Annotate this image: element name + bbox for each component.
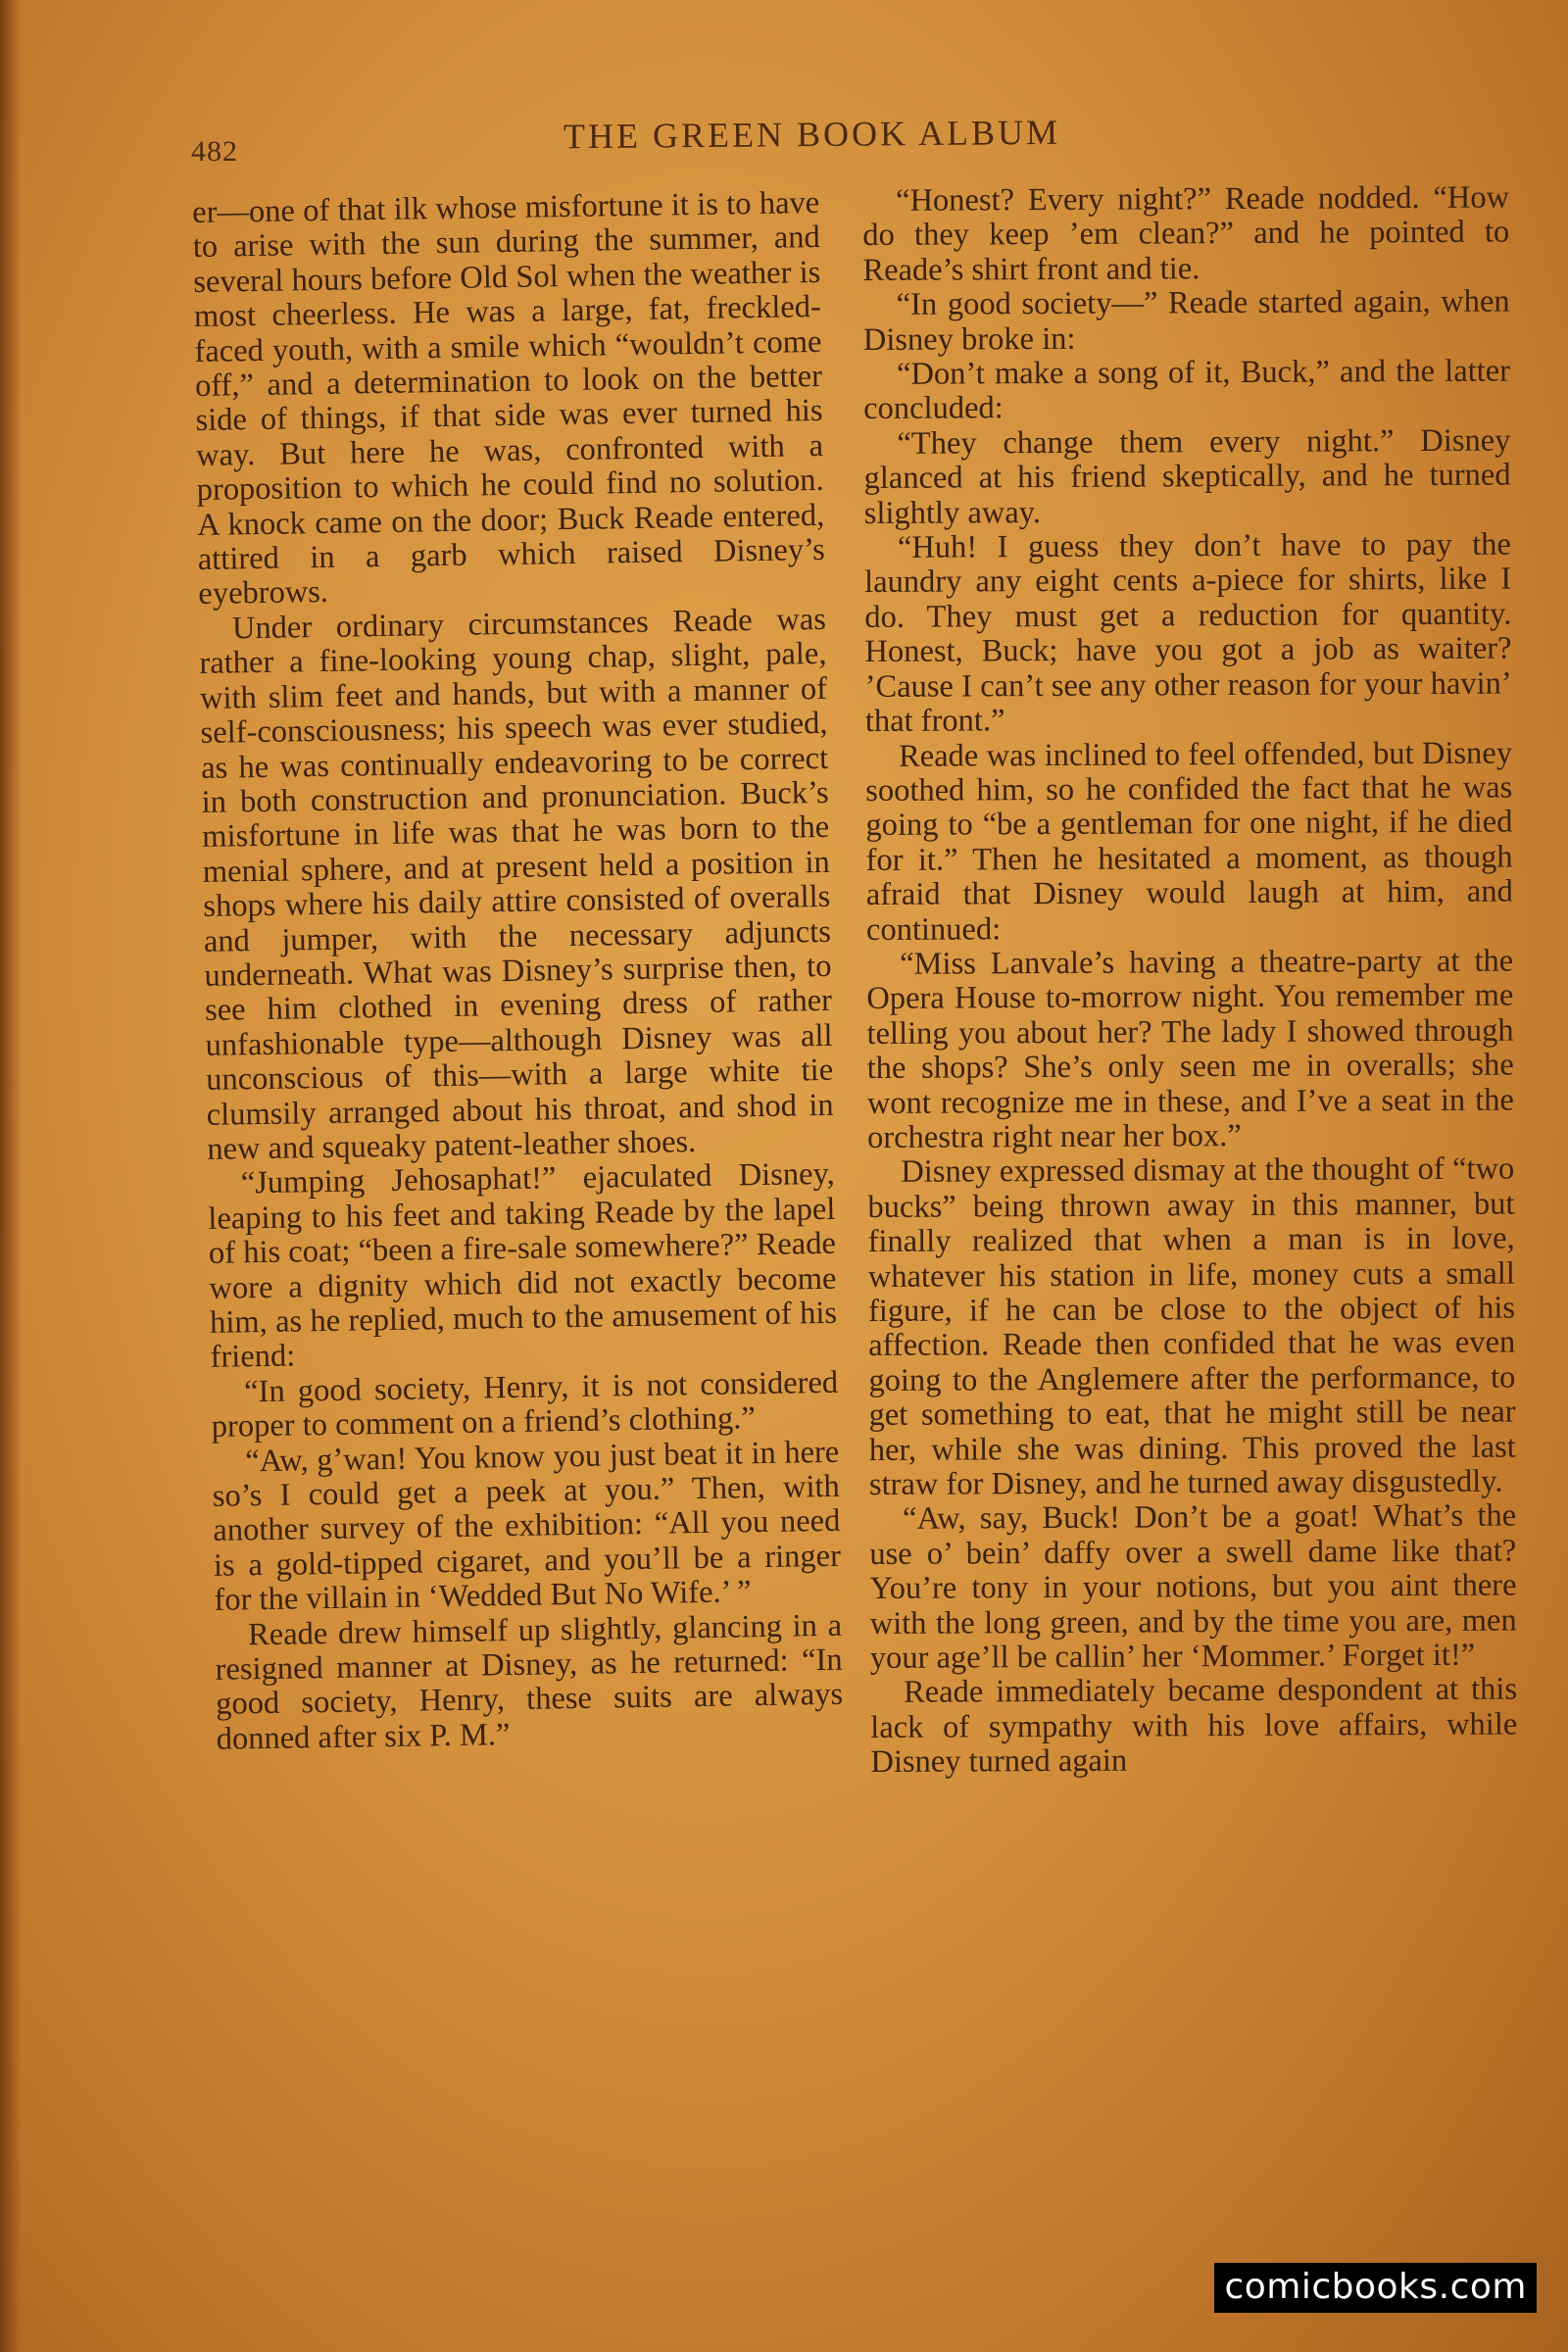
text-column-left	[192, 186, 844, 1757]
paragraph: “Miss Lanvale’s having a theatre-party at the Opera House to-morrow night. You remember me telling you about her? The lady I showed through the shops? She’s only seen me in overalls; she wont recognize me in these, and I’ve a seat in the orchestra right near her box.”	[866, 943, 1514, 1155]
paragraph: “Huh! I guess they don’t have to pay the laundry any eight cents a-piece for shirts, like I do. They must get a reduction for quantity. Honest, Buck; have you got a job as waiter? ’Cause I can’t see any other reason for your havin’ that front.”	[864, 526, 1512, 740]
paragraph: Disney expressed dismay at the thought of “two bucks” being thrown away in this manner, but finally realized that when a man is in love, whatever his station in life, money cuts a small figure, if he can be close to the object of his affection. Reade then confided that he was even going to the Anglemere after the performance, to get something to eat, that he might still be near her, while she was dining. This proved the last straw for Disney, and he turned away disgustedly.	[867, 1151, 1516, 1503]
page-header	[191, 110, 1514, 169]
page-number: 482	[191, 135, 238, 168]
paragraph: Under ordinary circumstances Reade was rather a fine-looking young chap, slight, pale, with slim feet and hands, but with a manner of self-consciousness; his speech was ever studied, as he was continually endeavoring to be correct in both construction and pronunciation. Buck’s misfortune in life was that he was born to the menial sphere, and at present held a position in shops where his daily attire consisted of overalls and jumper, with the necessary adjuncts underneath. What was Disney’s surprise then, to see him clothed in evening dress of rather unfashionable type—although Disney was all unconscious of this—with a large white tie clumsily arranged about his throat, and shod in new and squeaky patent-leather shoes.	[199, 601, 834, 1167]
paragraph: “Aw, g’wan! You know you just beat it in here so’s I could get a peek at you.” Then, with another survey of the exhibition: “All you need is a gold-tipped cigaret, and you’ll be a ringer for the villain in ‘Wedded But No Wife.’ ”	[212, 1434, 842, 1619]
site-watermark: comicbooks.com	[1214, 2263, 1537, 2313]
paragraph: Reade was inclined to feel offended, but Disney soothed him, so he confided the fact that he was going to “be a gentleman for one night, if he died for it.” Then he hesitated a moment, as though afraid that Disney would laugh at him, and continued:	[865, 735, 1513, 948]
paragraph: “Jumping Jehosaphat!” ejaculated Disney, leaping to his feet and taking Reade by the lapel of his coat; “been a fire-sale somewhere?” Reade wore a dignity which did not exactly become him, as he replied, much to the amusement of his friend:	[208, 1156, 838, 1376]
paragraph: “In good society, Henry, it is not considered proper to comment on a friend’s clothing.”	[211, 1364, 839, 1446]
running-title: THE GREEN BOOK ALBUM	[563, 112, 1061, 157]
paragraph: “Aw, say, Buck! Don’t be a goat! What’s the use o’ bein’ daffy over a swell dame like that? You’re tony in your notions, but you aint there with the long green, and by the time you are, men your age’ll be callin’ her ‘Mommer.’ Forget it!”	[869, 1497, 1517, 1677]
text-column-right	[862, 181, 1518, 1781]
paragraph: er—one of that ilk whose misfortune it is to have to arise with the sun during the summer, and several hours before Old Sol when the weather is most cheerless. He was a large, fat, freckled-faced youth, with a smile which “wouldn’t come off,” and a determination to look on the better side of things, if that side was ever turned his way. But here he was, confronted with a proposition to which he could find no solution. A knock came on the door; Buck Reade entered, attired in a garb which raised Disney’s eyebrows.	[191, 184, 826, 612]
paragraph: “In good society—” Reade started again, when Disney broke in:	[862, 283, 1510, 358]
paragraph: “They change them every night.” Disney glanced at his friend skeptically, and he turned slightly away.	[863, 422, 1511, 531]
paragraph: “Don’t make a song of it, Buck,” and the latter concluded:	[863, 353, 1511, 427]
paragraph: Reade drew himself up slightly, glancing in a resigned manner at Disney, as he returned: “In good society, Henry, these suits are always donned after six P. M.”	[215, 1607, 844, 1757]
paragraph: Reade immediately became despondent at this lack of sympathy with his love affairs, while Disney turned again	[870, 1671, 1518, 1781]
paragraph: “Honest? Every night?” Reade nodded. “How do they keep ’em clean?” and he pointed to Reade’s shirt front and tie.	[862, 179, 1510, 288]
